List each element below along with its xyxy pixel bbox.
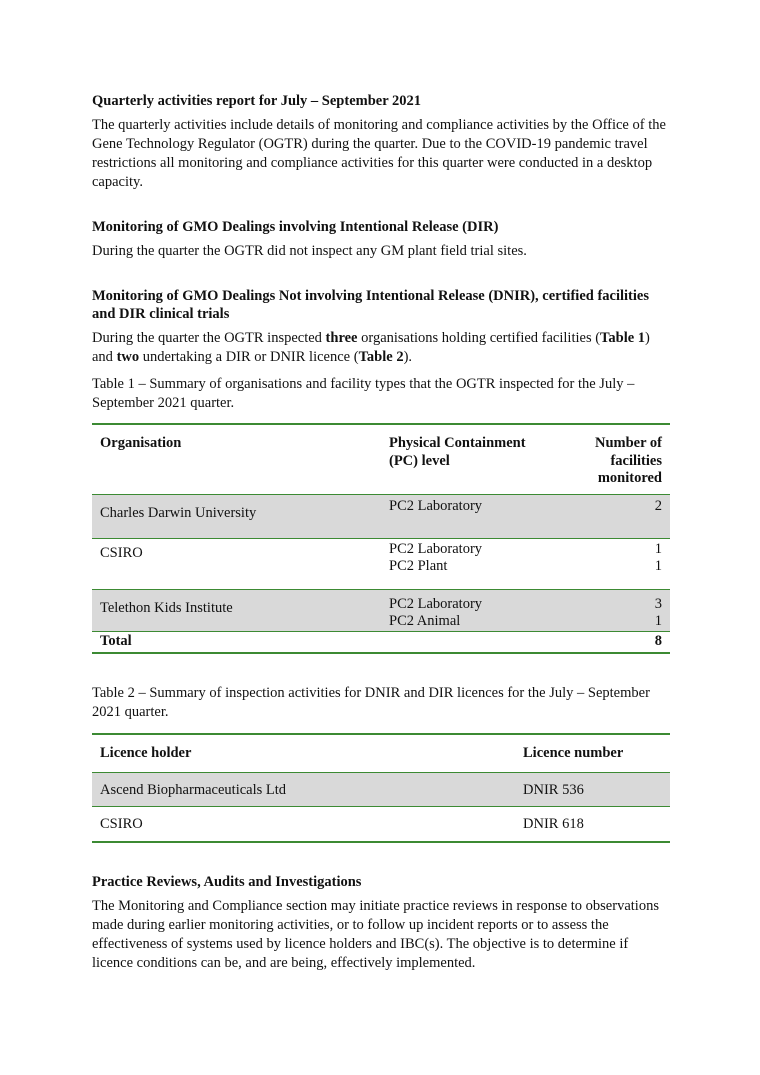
total-row	[92, 631, 670, 653]
pc-level: PC2 Laboratory	[389, 595, 483, 612]
dnir-text-4: undertaking a DIR or DNIR licence (	[139, 349, 359, 365]
pc-level-cell	[381, 538, 537, 589]
table2-header-holder: Licence holder	[100, 745, 192, 761]
intro-paragraph: The quarterly activities include details of monitoring and compliance activities by the Office of the Gene Technology Regulator (OGTR) during the quarter. Due to the COVID-19 pandemic travel restrictions all monitoring and compliance activities for this quarter were conducted in a desktop capacity.	[92, 117, 666, 190]
page-content	[92, 92, 670, 973]
facility-count: 1	[654, 613, 662, 629]
dir-heading: Monitoring of GMO Dealings involving Intentional Release (DIR)	[92, 219, 499, 235]
facility-count: 3	[654, 595, 662, 612]
pc-level: PC2 Animal	[389, 613, 461, 629]
dir-paragraph: During the quarter the OGTR did not inspect any GM plant field trial sites.	[92, 243, 527, 259]
count-cell	[537, 538, 670, 589]
dnir-bold-table1: Table 1	[600, 330, 646, 346]
count-cell	[537, 494, 670, 538]
dnir-heading: Monitoring of GMO Dealings Not involving Intentional Release (DNIR), certified facilities and DIR clinical trials	[92, 288, 649, 322]
facility-count: 2	[654, 497, 662, 514]
count-cell	[537, 589, 670, 631]
facilities-table	[92, 423, 670, 654]
pc-level-cell	[381, 589, 537, 631]
dnir-text-1: During the quarter the OGTR inspected	[92, 330, 326, 346]
facility-count: 1	[654, 558, 662, 574]
licence-holder-cell: CSIRO	[100, 816, 143, 832]
pc-level: PC2 Plant	[389, 558, 448, 574]
dnir-text-3: ) and	[92, 330, 650, 365]
pc-level-cell	[381, 494, 537, 538]
licence-holder-cell: Ascend Biopharmaceuticals Ltd	[92, 772, 515, 807]
report-title: Quarterly activities report for July – September 2021	[92, 93, 422, 109]
organisation-cell: CSIRO	[100, 544, 143, 561]
pc-level: PC2 Laboratory	[389, 497, 483, 514]
table-row	[92, 538, 670, 589]
reviews-heading: Practice Reviews, Audits and Investigations	[92, 873, 362, 890]
table1-header-pc-level: Physical Containment (PC) level	[389, 435, 526, 469]
dnir-paragraph	[92, 329, 670, 367]
licences-table	[92, 733, 670, 843]
table2-caption: Table 2 – Summary of inspection activities for DNIR and DIR licences for the July – September 2021 quarter.	[92, 685, 650, 720]
table1-header-organisation: Organisation	[100, 435, 182, 451]
reviews-paragraph: The Monitoring and Compliance section may initiate practice reviews in response to observations made during earlier monitoring activities, or to follow up incident reports or to assess the effectiveness of systems used by licence holders and IBC(s). The objective is to determine if licence conditions can be, and are being, effectively implemented.	[92, 897, 659, 971]
licence-number-cell: DNIR 536	[515, 772, 670, 807]
table1-caption: Table 1 – Summary of organisations and facility types that the OGTR inspected for the July – September 2021 quarter.	[92, 376, 635, 411]
table-row	[92, 494, 670, 538]
dnir-text-2: organisations holding certified facilities (	[357, 330, 601, 346]
total-value: 8	[654, 632, 662, 649]
total-label: Total	[100, 632, 132, 649]
licence-number-cell: DNIR 618	[523, 816, 584, 832]
dnir-text-5: ).	[403, 349, 413, 365]
table-row	[92, 772, 670, 807]
organisation-cell: Telethon Kids Institute	[92, 589, 381, 631]
table-row	[92, 589, 670, 631]
table2-header-number: Licence number	[523, 745, 624, 761]
table-row	[92, 807, 670, 842]
dnir-bold-three: three	[325, 330, 358, 346]
pc-level: PC2 Laboratory	[389, 540, 483, 557]
organisation-cell: Charles Darwin University	[92, 494, 381, 538]
table1-header-count: Number of facilities monitored	[595, 435, 662, 486]
facility-count: 1	[654, 540, 662, 557]
dnir-bold-two: two	[116, 349, 140, 365]
dnir-bold-table2: Table 2	[358, 349, 404, 365]
